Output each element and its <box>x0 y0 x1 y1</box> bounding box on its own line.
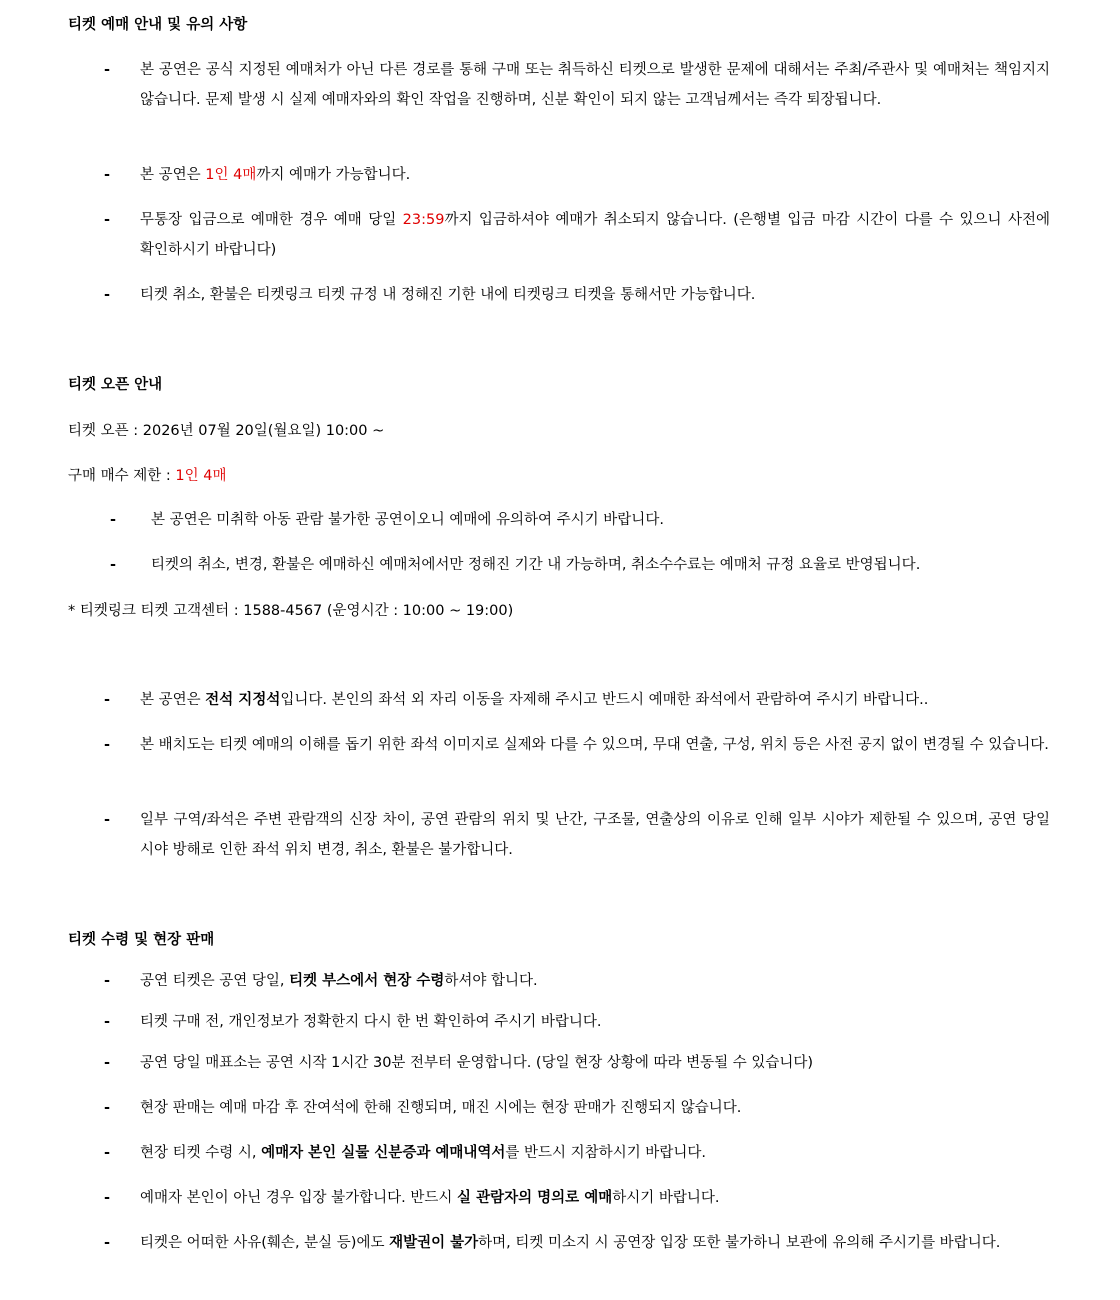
bold-text: 티켓 부스에서 현장 수령 <box>289 973 445 989</box>
list-item-text: 티켓은 어떠한 사유(훼손, 분실 등)에도 재발권이 불가하며, 티켓 미소지 시 공연장 입장 또한 불가하니 보관에 유의해 주시기를 바랍니다. <box>140 1235 1001 1251</box>
list-item-text: 본 공연은 미취학 아동 관람 불가한 공연이오니 예매에 유의하여 주시기 바랍니다. <box>151 512 664 528</box>
dash-bullet: - <box>104 212 111 228</box>
list-item-text: 일부 구역/좌석은 주변 관람객의 신장 차이, 공연 관람의 위치 및 난간, 구조물, 연출상의 이유로 인해 일부 시야가 제한될 수 있으며, 공연 당일 시야 방해로 인한 좌석 위치 변경, 취소, 환불은 불가합니다. <box>140 812 1050 858</box>
list-item-text: 티켓 구매 전, 개인정보가 정확한지 다시 한 번 확인하여 주시기 바랍니다. <box>140 1014 602 1030</box>
section-title-ticket-pickup: 티켓 수령 및 현장 판매 <box>68 932 215 948</box>
ticket-open-date: 티켓 오픈 : 2026년 07월 20일(월요일) 10:00 ~ <box>68 423 385 439</box>
bold-text: 재발권이 불가 <box>389 1235 479 1251</box>
section-title-booking-notice: 티켓 예매 안내 및 유의 사항 <box>68 17 248 33</box>
highlight-text: 23:59 <box>402 212 445 228</box>
purchase-limit: 구매 매수 제한 : 1인 4매 <box>68 468 227 484</box>
dash-bullet: - <box>104 1055 111 1071</box>
dash-bullet: - <box>104 737 111 753</box>
bold-text: 예매자 본인 실물 신분증과 예매내역서 <box>261 1145 506 1161</box>
dash-bullet: - <box>104 1014 111 1030</box>
dash-bullet: - <box>104 812 111 828</box>
list-item-text: 본 공연은 1인 4매까지 예매가 가능합니다. <box>140 167 411 183</box>
highlight-text: 1인 4매 <box>175 468 227 484</box>
list-item-text: 본 공연은 전석 지정석입니다. 본인의 좌석 외 자리 이동을 자제해 주시고 반드시 예매한 좌석에서 관람하여 주시기 바랍니다.. <box>140 692 929 708</box>
list-item-text: 현장 판매는 예매 마감 후 잔여석에 한해 진행되며, 매진 시에는 현장 판매가 진행되지 않습니다. <box>140 1100 742 1116</box>
dash-bullet: - <box>104 62 111 78</box>
dash-bullet: - <box>110 512 117 528</box>
customer-center-note: * 티켓링크 티켓 고객센터 : 1588-4567 (운영시간 : 10:00 ~ 19:00) <box>68 603 514 619</box>
dash-bullet: - <box>104 1145 111 1161</box>
dash-bullet: - <box>104 1190 111 1206</box>
list-item-text: 티켓 취소, 환불은 티켓링크 티켓 규정 내 정해진 기한 내에 티켓링크 티켓을 통해서만 가능합니다. <box>140 287 756 303</box>
dash-bullet: - <box>104 692 111 708</box>
list-item-text: 공연 당일 매표소는 공연 시작 1시간 30분 전부터 운영합니다. (당일 현장 상황에 따라 변동될 수 있습니다) <box>140 1055 814 1071</box>
dash-bullet: - <box>104 1235 111 1251</box>
list-item-text: 현장 티켓 수령 시, 예매자 본인 실물 신분증과 예매내역서를 반드시 지참하시기 바랍니다. <box>140 1145 706 1161</box>
list-item-text: 무통장 입금으로 예매한 경우 예매 당일 23:59까지 입금하셔야 예매가 취소되지 않습니다. (은행별 입금 마감 시간이 다를 수 있으니 사전에 확인하시기 바랍니다) <box>140 212 1050 258</box>
list-item-text: 티켓의 취소, 변경, 환불은 예매하신 예매처에서만 정해진 기간 내 가능하며, 취소수수료는 예매처 규정 요율로 반영됩니다. <box>151 557 921 573</box>
list-item-text: 예매자 본인이 아닌 경우 입장 불가합니다. 반드시 실 관람자의 명의로 예매하시기 바랍니다. <box>140 1190 720 1206</box>
dash-bullet: - <box>110 557 117 573</box>
bold-text: 실 관람자의 명의로 예매 <box>457 1190 613 1206</box>
dash-bullet: - <box>104 973 111 989</box>
dash-bullet: - <box>104 167 111 183</box>
highlight-text: 1인 4매 <box>205 167 257 183</box>
list-item-text: 공연 티켓은 공연 당일, 티켓 부스에서 현장 수령하셔야 합니다. <box>140 973 538 989</box>
section-title-ticket-open: 티켓 오픈 안내 <box>68 377 163 393</box>
dash-bullet: - <box>104 287 111 303</box>
dash-bullet: - <box>104 1100 111 1116</box>
bold-text: 전석 지정석 <box>205 692 281 708</box>
list-item-text: 본 공연은 공식 지정된 예매처가 아닌 다른 경로를 통해 구매 또는 취득하신 티켓으로 발생한 문제에 대해서는 주최/주관사 및 예매처는 책임지지 않습니다. 문제 발생 시 실제 예매자와의 확인 작업을 진행하며, 신분 확인이 되지 않는 고객님께서는 즉각 퇴장됩니다. <box>140 62 1050 108</box>
list-item-text: 본 배치도는 티켓 예매의 이해를 돕기 위한 좌석 이미지로 실제와 다를 수 있으며, 무대 연출, 구성, 위치 등은 사전 공지 없이 변경될 수 있습니다. <box>140 737 1049 753</box>
